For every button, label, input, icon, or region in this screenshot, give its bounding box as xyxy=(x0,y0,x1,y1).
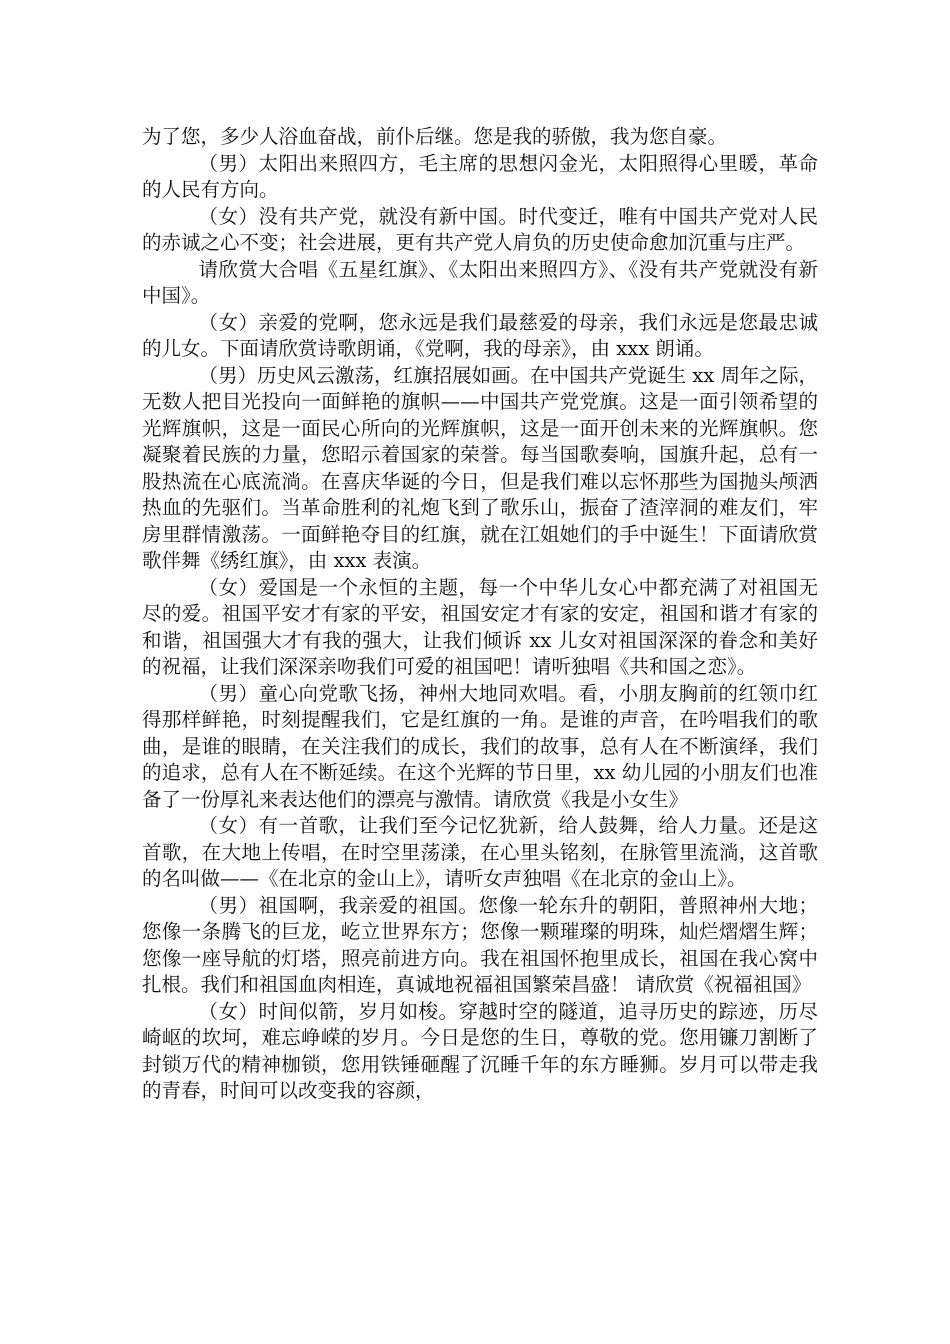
paragraph: （女）爱国是一个永恒的主题，每一个中华儿女心中都充满了对祖国无尽的爱。祖国平安才有家的平安，祖国安定才有家的安定，祖国和谐才有家的和谐，祖国强大才有我的强大，让我们倾诉 xx 儿女对祖国深深的眷念和美好的祝福，让我们深深亲吻我们可爱的祖国吧！请听独唱《共和国之恋》。 xyxy=(142,575,818,678)
paragraph: （男）太阳出来照四方，毛主席的思想闪金光，太阳照得心里暖，革命的人民有方向。 xyxy=(142,151,818,201)
paragraph: （男）祖国啊，我亲爱的祖国。您像一轮东升的朝阳，普照神州大地；您像一条腾飞的巨龙，屹立世界东方；您像一颗璀璨的明珠，灿烂熠熠生辉；您像一座导航的灯塔，照亮前进方向。我在祖国怀抱里成长，祖国在我心窝中扎根。我们和祖国血肉相连，真诚地祝福祖国繁荣昌盛！ 请欣赏《祝福祖国》 xyxy=(142,893,818,996)
paragraph: （男）童心向党歌飞扬，神州大地同欢唱。看，小朋友胸前的红领巾红得那样鲜艳，时刻提醒我们，它是红旗的一角。是谁的声音，在吟唱我们的歌曲，是谁的眼睛，在关注我们的成长，我们的故事，总有人在不断演绎，我们的追求，总有人在不断延续。在这个光辉的节日里，xx 幼儿园的小朋友们也准备了一份厚礼来表达他们的漂亮与激情。请欣赏《我是小女生》 xyxy=(142,681,818,811)
paragraph: 为了您，多少人浴血奋战，前仆后继。您是我的骄傲，我为您自豪。 xyxy=(142,125,728,148)
paragraph: （女）时间似箭，岁月如梭。穿越时空的隧道，追寻历史的踪迹，历尽崎岖的坎坷，难忘峥嵘的岁月。今日是您的生日，尊敬的党。您用镰刀割断了封锁万代的精神枷锁，您用铁锤砸醒了沉睡千年的东方睡狮。岁月可以带走我的青春，时间可以改变我的容颜， xyxy=(142,999,818,1102)
paragraph: 请欣赏大合唱《五星红旗》、《太阳出来照四方》、《没有共产党就没有新中国》。 xyxy=(142,257,818,307)
document-body xyxy=(142,124,818,1105)
paragraph: （女）亲爱的党啊，您永远是我们最慈爱的母亲，我们永远是您最忠诚的儿女。下面请欣赏诗歌朗诵，《党啊，我的母亲》，由 xxx 朗诵。 xyxy=(142,310,818,360)
paragraph: （男）历史风云激荡，红旗招展如画。在中国共产党诞生 xx 周年之际，无数人把目光投向一面鲜艳的旗帜——中国共产党党旗。这是一面引领希望的光辉旗帜，这是一面民心所向的光辉旗帜，这是一面开创未来的光辉旗帜。您凝聚着民族的力量，您昭示着国家的荣誉。每当国歌奏响，国旗升起，总有一股热流在心底流淌。在喜庆华诞的今日，但是我们难以忘怀那些为国抛头颅洒热血的先驱们。当革命胜利的礼炮飞到了歌乐山，振奋了渣滓洞的难友们，牢房里群情激荡。一面鲜艳夺目的红旗，就在江姐她们的手中诞生！下面请欣赏歌伴舞《绣红旗》，由 xxx 表演。 xyxy=(142,363,818,572)
paragraph: （女）有一首歌，让我们至今记忆犹新，给人鼓舞，给人力量。还是这首歌，在大地上传唱，在时空里荡漾，在心里头铭刻，在脉管里流淌，这首歌的名叫做——《在北京的金山上》，请听女声独唱《在北京的金山上》。 xyxy=(142,814,818,890)
paragraph: （女）没有共产党，就没有新中国。时代变迁，唯有中国共产党对人民的赤诚之心不变；社会进展，更有共产党人肩负的历史使命愈加沉重与庄严。 xyxy=(142,204,818,254)
